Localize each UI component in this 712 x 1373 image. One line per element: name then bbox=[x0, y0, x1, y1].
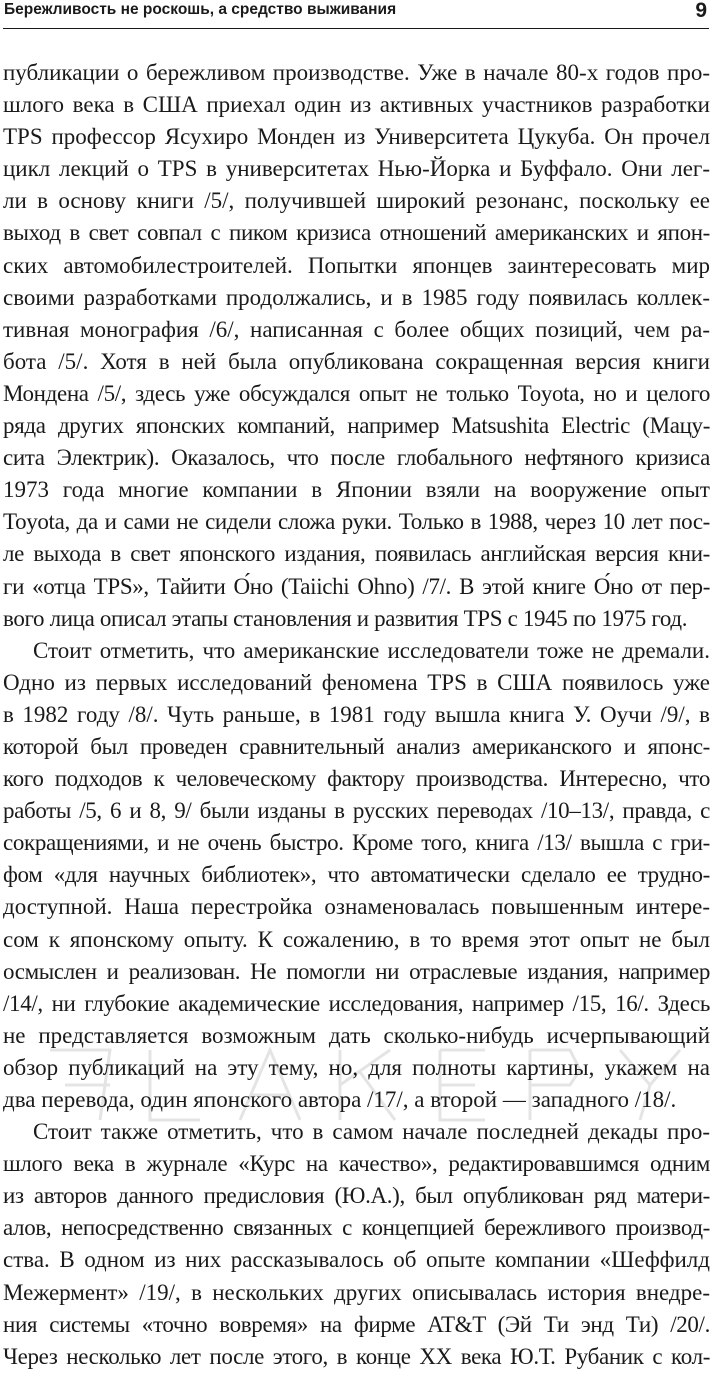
text-line: выход в свет совпал с пиком кризиса отношений американских и япон- bbox=[3, 220, 710, 246]
text-line: Мондена /5/, здесь уже обсуждался опыт не только Toyota, но и целого bbox=[3, 380, 710, 406]
text-line: которой был проведен сравнительный анализ американского и японс- bbox=[3, 733, 710, 759]
text-line: Одно из первых исследований феномена TPS в США появилось уже bbox=[3, 669, 710, 695]
text-line: фом «для научных библиотек», что автоматически сделало ее трудно- bbox=[3, 862, 710, 888]
text-line: не представляется возможным дать сколько-нибудь исчерпывающий bbox=[3, 1022, 710, 1048]
page-number: 9 bbox=[695, 0, 707, 22]
text-line: бота /5/. Хотя в ней была опубликована сокращенная версия книги bbox=[3, 348, 710, 374]
text-line: тивная монография /6/, написанная с более общих позиций, чем ра- bbox=[3, 316, 710, 342]
text-line: ги «отца TPS», Тайити О́но (Taiichi Ohno) /7/. В этой книге О́но от пер- bbox=[3, 573, 710, 599]
running-title: Бережливость не роскошь, а средство выживания bbox=[4, 1, 397, 18]
text-line: два перевода, один японского автора /17/, а второй — западного /18/. bbox=[3, 1087, 677, 1112]
text-line: обзор публикаций на эту тему, но, для полноты картины, укажем на bbox=[3, 1054, 710, 1080]
text-line: Межермент» /19/, в нескольких других описывалась история внедре- bbox=[3, 1279, 710, 1305]
text-line: /14/, ни глубокие академические исследования, например /15, 16/. Здесь bbox=[3, 990, 710, 1016]
text-line: в 1982 году /8/. Чуть раньше, в 1981 году вышла книга У. Оучи /9/, в bbox=[3, 701, 710, 727]
text-line: сокращениями, и не очень быстро. Кроме того, книга /13/ вышла с гри- bbox=[3, 830, 710, 856]
text-line: своими разработками продолжались, и в 1985 году появилась коллек- bbox=[3, 284, 710, 310]
text-line: Стоит также отметить, что в самом начале последней декады про- bbox=[33, 1119, 710, 1145]
text-line: Стоит отметить, что американские исследователи тоже не дремали. bbox=[33, 637, 710, 663]
text-line: Через несколько лет после этого, в конце XX века Ю.Т. Рубаник с кол- bbox=[3, 1343, 710, 1369]
text-line: работы /5, 6 и 8, 9/ были изданы в русских переводах /10–13/, правда, с bbox=[3, 798, 710, 824]
text-line: 1973 года многие компании в Японии взяли на вооружение опыт bbox=[3, 477, 710, 503]
text-line: ния системы «точно вовремя» на фирме AT&T (Эй Ти энд Ти) /20/. bbox=[3, 1311, 710, 1337]
text-line: ле выхода в свет японского издания, появилась английская версия кни- bbox=[3, 541, 710, 567]
text-line: ли в основу книги /5/, получившей широкий резонанс, поскольку ее bbox=[3, 188, 710, 214]
text-line: сом к японскому опыту. К сожалению, в то время этот опыт не был bbox=[3, 926, 710, 952]
text-line: алов, непосредственно связанных с концепцией бережливого производ- bbox=[3, 1215, 710, 1241]
text-line: доступной. Наша перестройка ознаменовалась повышенным интере- bbox=[3, 894, 710, 920]
text-line: вого лица описал этапы становления и развития TPS с 1945 по 1975 год. bbox=[3, 605, 688, 631]
text-line: TPS профессор Ясухиро Монден из Университета Цукуба. Он прочел bbox=[3, 124, 710, 150]
running-header bbox=[3, 0, 709, 29]
text-line: публикации о бережливом производстве. Уже в начале 80-х годов про- bbox=[3, 60, 710, 85]
text-line: кого подходов к человеческому фактору производства. Интересно, что bbox=[3, 766, 710, 792]
text-line: Toyota, да и сами не сидели сложа руки. Только в 1988, через 10 лет пос- bbox=[3, 509, 710, 535]
text-line: шлого века в журнале «Курс на качество», редактировавшимся одним bbox=[3, 1151, 710, 1177]
text-line: ства. В одном из них рассказывалось об опыте компании «Шеффилд bbox=[3, 1247, 710, 1273]
text-line: сита Электрик). Оказалось, что после глобального нефтяного кризиса bbox=[3, 445, 710, 471]
text-line: ских автомобилестроителей. Попытки японцев заинтересовать мир bbox=[3, 252, 710, 278]
text-line: цикл лекций о TPS в университетах Нью-Йорка и Буффало. Они лег- bbox=[3, 156, 710, 182]
text-line: осмыслен и реализован. Не помогли ни отраслевые издания, например bbox=[3, 958, 710, 984]
text-line: из авторов данного предисловия (Ю.А.), был опубликован ряд матери- bbox=[3, 1183, 710, 1209]
text-line: шлого века в США приехал один из активных участников разработки bbox=[3, 92, 710, 118]
text-line: ряда других японских компаний, например Matsushita Electric (Мацу- bbox=[3, 413, 710, 439]
body-text bbox=[3, 57, 710, 1373]
